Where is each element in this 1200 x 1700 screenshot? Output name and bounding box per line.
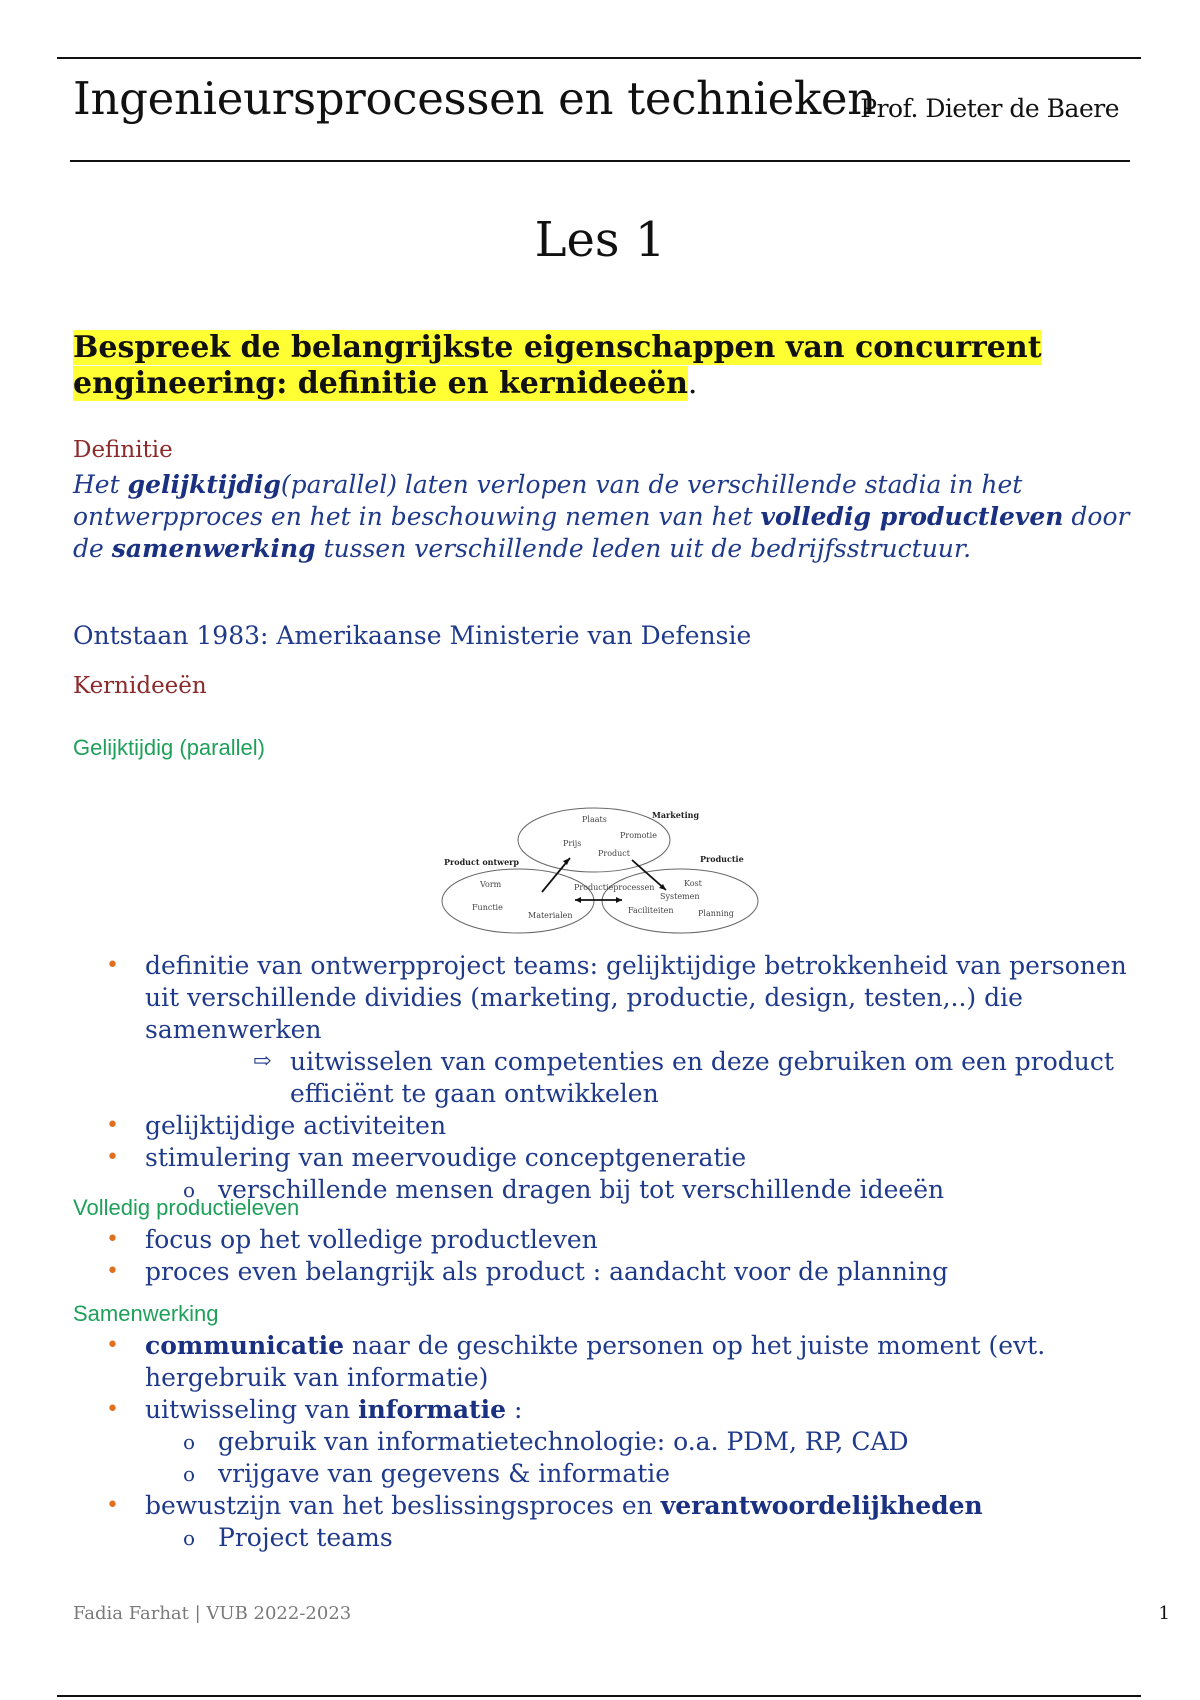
def-bold-gelijktijdig: gelijktijdig — [127, 470, 281, 499]
bold-informatie: informatie — [358, 1395, 507, 1424]
list-item-text: uitwisseling van — [145, 1395, 359, 1424]
bottom-rule — [57, 1695, 1141, 1697]
list-subitem — [73, 1458, 1153, 1490]
arrowhead-4 — [616, 897, 622, 903]
list-subitem — [73, 1522, 1153, 1554]
diagram-label-faciliteiten: Faciliteiten — [628, 906, 674, 915]
volledig-list — [73, 1224, 1153, 1288]
top-rule — [57, 57, 1141, 59]
list-item-text: bewustzijn van het beslissingsproces en — [145, 1491, 661, 1520]
def-bold-productleven: volledig productleven — [760, 502, 1064, 531]
question-period: . — [687, 366, 698, 401]
list-subitem-text: vrijgave van gegevens & informatie — [218, 1459, 671, 1488]
list-item — [73, 1490, 1153, 1522]
diagram-label-productie: Productie — [700, 854, 744, 864]
kernideeen-label: Kernideeën — [73, 673, 207, 699]
definition-text — [73, 469, 1153, 565]
list-subitem-text: gebruik van informatietechnologie: o.a. PDM, RP, CAD — [218, 1427, 909, 1456]
diagram-label-kost: Kost — [684, 879, 702, 888]
def-text-1: Het — [73, 470, 128, 499]
document-title: Ingenieursprocessen en technieken — [73, 72, 876, 125]
list-item — [73, 1394, 1153, 1426]
list-item-text: naar de geschikte personen op het juiste moment (evt. hergebruik van informatie) — [145, 1331, 1046, 1392]
concurrent-engineering-diagram — [430, 800, 770, 940]
diagram-label-vorm: Vorm — [480, 880, 502, 889]
list-subitem-text: verschillende mensen dragen bij tot verschillende ideeën — [218, 1175, 945, 1204]
gelijktijdig-heading: Gelijktijdig (parallel) — [73, 735, 265, 760]
ontstaan-line: Ontstaan 1983: Amerikaanse Ministerie van Defensie — [73, 621, 752, 650]
def-text-2: (parallel) laten verlopen van de verschillende stadia in het ontwerpproces en het in beschouwing nemen van het — [73, 470, 1023, 531]
diagram-label-planning: Planning — [698, 909, 734, 918]
arrowhead-3 — [575, 897, 581, 903]
diagram-label-prijs: Prijs — [563, 839, 582, 848]
productie-ellipse — [602, 869, 758, 933]
question-heading — [73, 330, 1133, 402]
list-item-text: : — [506, 1395, 523, 1424]
arrow-icon: ⇨ — [253, 1049, 272, 1074]
page-number: 1 — [1158, 1603, 1170, 1624]
gelijktijdig-list — [73, 950, 1153, 1206]
definitie-label: Definitie — [73, 437, 173, 463]
diagram-label-plaats: Plaats — [582, 815, 607, 824]
list-subitem-text: uitwisselen van competenties en deze gebruiken om een product efficiënt te gaan ontwikkelen — [290, 1047, 1114, 1108]
circle-bullet-icon: o — [183, 1526, 196, 1550]
list-item: • stimulering van meervoudige conceptgeneratie — [73, 1142, 1153, 1174]
question-highlight: Bespreek de belangrijkste eigenschappen van concurrent engineering: definitie en kernideeën — [73, 330, 1042, 401]
list-subitem — [73, 1046, 1153, 1110]
circle-bullet-icon: o — [183, 1462, 196, 1486]
professor-name: Prof. Dieter de Baere — [860, 94, 1119, 123]
diagram-label-promotie: Promotie — [620, 831, 657, 840]
list-item: • proces even belangrijk als product : aandacht voor de planning — [73, 1256, 1153, 1288]
list-item: • focus op het volledige productleven — [73, 1224, 1153, 1256]
def-text-3: door de — [73, 502, 1130, 563]
def-text-4: tussen verschillende leden uit de bedrijfsstructuur. — [315, 534, 972, 563]
list-item: • definitie van ontwerpproject teams: gelijktijdige betrokkenheid van personen uit verschillende dividies (marketing, productie, design, testen,..) die samenwerken — [73, 950, 1153, 1046]
list-subitem-text: Project teams — [218, 1523, 393, 1552]
diagram-label-product-ontwerp: Product ontwerp — [444, 857, 519, 867]
diagram-label-marketing: Marketing — [652, 810, 700, 820]
list-item: • gelijktijdige activiteiten — [73, 1110, 1153, 1142]
footer-text: Fadia Farhat | VUB 2022-2023 — [73, 1603, 352, 1624]
diagram-label-materialen: Materialen — [528, 911, 573, 920]
list-subitem — [73, 1426, 1153, 1458]
diagram-label-functie: Functie — [472, 903, 503, 912]
samenwerking-list — [73, 1330, 1153, 1554]
volledig-heading: Volledig productieleven — [73, 1195, 300, 1220]
diagram-label-productieprocessen: Productieprocessen — [574, 883, 655, 892]
lesson-title: Les 1 — [534, 212, 666, 268]
samenwerking-heading: Samenwerking — [73, 1301, 219, 1326]
circle-bullet-icon: o — [183, 1430, 196, 1454]
bold-communicatie: communicatie — [145, 1331, 345, 1360]
def-bold-samenwerking: samenwerking — [111, 534, 316, 563]
product-ontwerp-ellipse — [442, 869, 594, 933]
circle-bullet-icon: o — [183, 1178, 196, 1202]
list-item — [73, 1330, 1153, 1394]
diagram-label-product: Product — [598, 849, 630, 858]
header-rule — [70, 160, 1130, 162]
bold-verantwoordelijkheden: verantwoordelijkheden — [660, 1491, 983, 1520]
diagram-label-systemen: Systemen — [660, 892, 700, 901]
